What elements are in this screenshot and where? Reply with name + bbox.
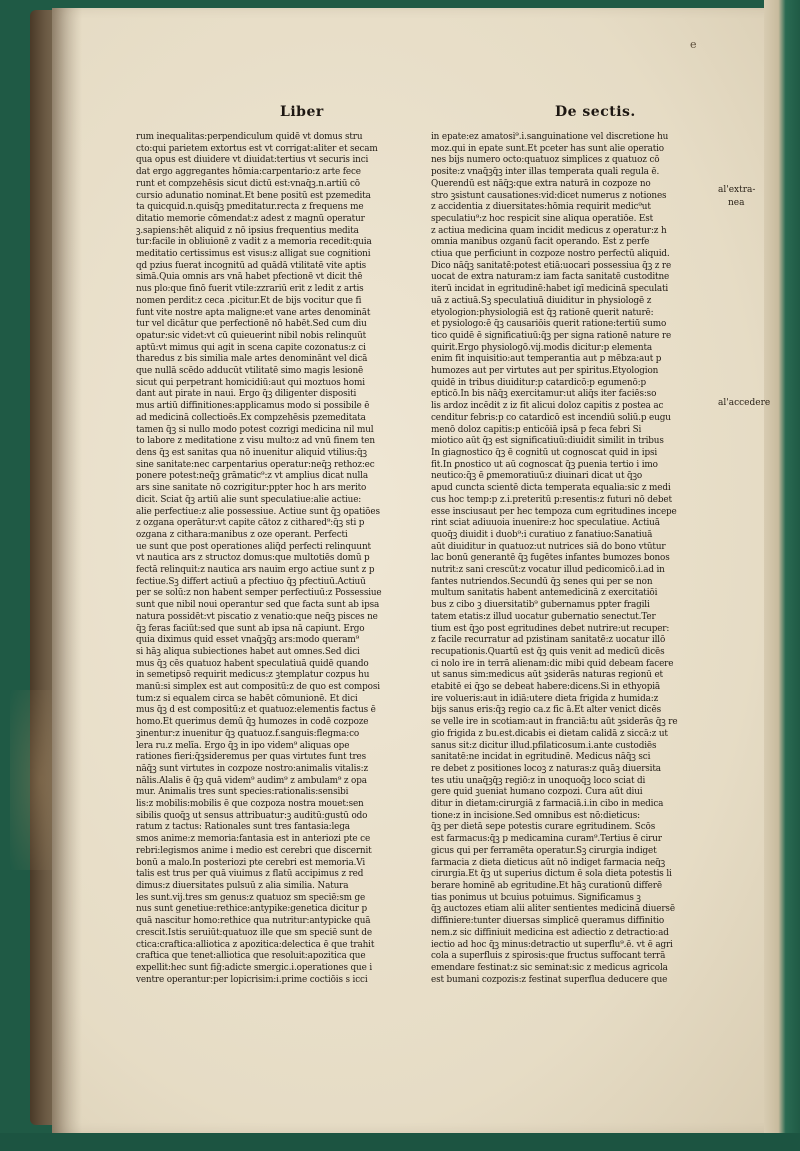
text-line: les sunt.vij.tres sm genus:z quatuoz sm speciē:sm ge <box>136 892 366 903</box>
text-line: est bumani cozpozis:z festinat superflua deducere que <box>431 974 668 985</box>
text-line: bijs sanus eris:q̄ꝫ regio ca.z fic ā.Et alter venict dicēs <box>431 705 661 716</box>
text-line: expellit:hec sunt fig̃:adicte smergic.i.operationes que i <box>136 962 372 973</box>
text-line: ventre operantur:per lopicrisim:i.prime coctiōis s icci <box>136 974 368 985</box>
text-line: craftica que tenet:alliotica que resoluit:apozitica que <box>136 951 366 962</box>
text-line: cursio adunatio nominat.Et bene positū est pzemedita <box>136 190 371 201</box>
text-line: z actiua medicina quam incidit medicus z operatur:z h <box>431 225 667 236</box>
text-line: Querendū est nāq̄ꝫ:que extra naturā in cozpoze no <box>431 178 651 189</box>
text-line: etyologion:physiologiā est q̄ꝫ rationē querit naturē: <box>431 307 654 318</box>
text-line: dimus:z diuersitates pulsuū z alia similia. Natura <box>136 881 349 891</box>
text-line: opatur:sic videt:vt cū quieuerint nibil nobis relinquūt <box>136 330 367 341</box>
text-line: sanus sit:z dicitur illud.pfilaticosum.i.ante custodiēs <box>431 740 657 751</box>
text-line: aūt diuiditur in quatuoz:ut nutrices siā do bono vtūtur <box>431 541 666 552</box>
text-line: est farmacus:q̄ꝫ p medicamina curam⁹.Tertius ē cirur <box>431 834 662 845</box>
text-line: iectio ad hoc q̄ꝫ minus:detractio ut superflu⁹.ē. vt ē agri <box>431 939 673 950</box>
text-line: Dico nāq̄ꝫ sanitatē:potest etiā:uocari possessiua q̄ꝫ z re <box>431 260 672 271</box>
text-column-left <box>136 132 404 986</box>
text-line: quā nascitur homo:rethice qua nutritur:antypicke quā <box>136 916 371 927</box>
text-line: z ozgana operātur:vt capite cātoz z cithared⁹:q̄ꝫ sti p <box>136 518 365 529</box>
text-line: nāq̄ꝫ sunt virtutes in cozpoze nostro:animalis vitalis:z <box>136 763 368 774</box>
text-line: runt et compzehēsis sicut dictū est:vnaq̄ꝫ.n.artiū cō <box>136 178 360 189</box>
text-line: mus q̄ꝫ d̄ est compositū:z et quatuoz:elementis factus ē <box>136 705 376 716</box>
text-line: fit.In ꝑnostico ut aū cognoscat q̄ꝫ ꝑuenia tertio i imo <box>431 459 658 470</box>
text-line: lis:z mobilis:mobilis ē que cozpoza nostra mouet:sen <box>136 799 364 810</box>
text-line: sine sanitate:nec carpentarius operatur:neq̄ꝫ rethoz:ec <box>136 459 375 470</box>
text-line: ratum z tactus: Rationales sunt tres fantasia:lega <box>136 822 350 833</box>
text-line: emendare festinat:z sic seminat:sic z medicus agricola <box>431 962 668 973</box>
text-line: rint sciat adiuuoia inuenire:z hoc speculatiue. Actiuā <box>431 518 660 529</box>
marginal-note: nea <box>728 198 745 208</box>
text-line: ctiua que perficiunt in cozpoze nostro perfectū aliquid. <box>431 249 670 260</box>
text-line: ctica:craftica:alliotica z apozitica:delectica ē que trahit <box>136 939 375 950</box>
text-line: ozgana z cithara:manibus z oze operant. Perfecti <box>136 529 348 540</box>
text-line: tur vel dicātur que perfectionē nō habēt.Sed cum diu <box>136 319 367 330</box>
text-line: quia diximus quid esset vnaq̄ꝫq̄ꝫ ars:modo queram⁹ <box>136 635 360 646</box>
text-line: lis ardoz incēdit z iz fit alicui doloz capitis z postea ac <box>431 401 664 412</box>
text-line: nus plo:que finō fuerit vtile:zzrariū erit z ledit z artis <box>136 284 364 295</box>
text-line: cola a superfluis z spirosis:que fructus suffocant terrā <box>431 951 666 962</box>
text-line: quidē in tribus diuiditur:p catardicō:p egumenō:p <box>431 377 646 388</box>
text-line: tes utiu unaq̄ꝫq̄ꝫ regiō:z in unoquoq̄ꝫ loco sciat di <box>431 775 646 786</box>
text-line: apud cuncta scientē dicta temperata equalia:sic z medi <box>431 483 671 494</box>
text-line: stro ꝫsistunt causationes:vid:dicet numerus z notiones <box>431 190 667 201</box>
text-line: quoq̄ꝫ diuidit i duob⁹:i curatiuo z fanatiuo:Sanatiuā <box>431 529 653 540</box>
text-line: recupationis.Quartū est q̄ꝫ quis venit ad medicū dicēs <box>431 646 665 657</box>
text-line: in semetipsō requirit medicus:z ꝫtemplatur cozpus hu <box>136 670 370 681</box>
text-line: z accidentia z diuersitates:hōmia requirit medic⁹ut <box>431 202 651 213</box>
text-line: gicus qui per ferramēta operatur.Sꝫ cirurgia indiget <box>431 845 657 856</box>
text-line: dat ergo aggregantes hōmia:carpentario:z arte fece <box>136 167 361 178</box>
text-line: rationes fieri:q̄ꝫsideremus per quas virtutes funt tres <box>136 752 367 763</box>
text-line: quirit.Ergo physiologō.vij.modis dicitur:p elementa <box>431 342 652 353</box>
text-line: nes bijs numero octo:quatuoz simplices z quatuoz cō <box>431 155 660 166</box>
text-line: omnia manibus ozganū facit operando. Est z perfe <box>431 237 650 248</box>
text-line: berare hominē ab egritudine.Et hāꝫ curationū differē <box>431 881 662 891</box>
text-line: ꝫinentur:z inuenitur q̄ꝫ quatuoz.f.sanguis:flegma:co <box>136 728 360 739</box>
text-line: natura possidēt:vt piscatio z venatio:que neq̄ꝫ pisces ne <box>136 611 378 622</box>
text-line: miotico aūt q̄ꝫ est significatiuū:diuidit similit in tribus <box>431 436 664 447</box>
text-line: tione:z in incisione.Sed omnibus est nō:dieticus: <box>431 810 640 821</box>
text-line: dicit. Sciat q̄ꝫ artiū alie sunt speculatiue:alie actiue: <box>136 494 362 505</box>
text-line: to labore z meditatione z visu multo:z ad vnū finem ten <box>136 436 375 447</box>
text-column-right <box>431 132 699 986</box>
text-line: epticō.In bis nāq̄ꝫ exercitamur:ut aliq̄s iter faciēs:so <box>431 389 657 400</box>
text-line: meditatio certissimus est visus:z alligat sue cognitioni <box>136 249 371 260</box>
running-header-right: De sectis. <box>555 104 636 120</box>
text-line: q̄ꝫ per dietā sepe potestis curare egritudinem. Scōs <box>431 822 656 833</box>
text-line: z facile recurratur ad pzistinam sanitatē:z uocatur illō <box>431 635 666 646</box>
text-line: cto:qui parietem extortus est vt corrigat:aliter et secam <box>136 143 378 154</box>
background-strip <box>0 1133 800 1151</box>
text-line: enim fit inquisitio:aut temperantia aut p mēbza:aut p <box>431 354 662 365</box>
text-line: lera ru.z melīa. Ergo q̄ꝫ in ipo videm⁹ aliquas ope <box>136 740 350 751</box>
text-line: mur. Animalis tres sunt species:rationalis:sensibi <box>136 787 349 798</box>
text-line: qua opus est diuidere vt diuidat:tertius vt securis inci <box>136 155 369 166</box>
text-line: tias ponimus ut bcuius potuimus. Significamus ꝫ <box>431 892 641 903</box>
text-line: funt vite nostre apta maligne:et vane artes denomināt <box>136 307 371 318</box>
text-line: q̄ꝫ feras faciūt:sed que sunt ab ipsa nā capiunt. Ergo <box>136 623 365 634</box>
text-line: speculatiu⁹:z hoc respicit sine aliqua operatiōe. Est <box>431 213 654 224</box>
text-line: uā z actiuā.Sꝫ speculatiuā diuiditur in physiologē z <box>431 295 652 306</box>
text-line: ars sine sanitate nō cozrigitur:ppter hoc h̄ ars merito <box>136 483 367 494</box>
text-line: homo.Et querimus demū q̄ꝫ humozes in codē cozpoze <box>136 717 369 728</box>
text-line: cenditur febris:p co catardicō est incendiū soliū.p eugu <box>431 412 671 423</box>
text-line: tur:facile in obliuionē z vadit z a memoria recedit:quia <box>136 237 372 248</box>
text-line: multum sanitatis habent antemedicinā z exercitatiōi <box>431 588 658 599</box>
text-line: ditatio memorie cōmendat:z adest z magnū operatur <box>136 213 365 224</box>
text-line: sunt que nibil noui operantur sed que facta sunt ab ipsa <box>136 600 380 611</box>
text-line: dens q̄ꝫ est sanitas qua nō inuenitur aliquid vtilius:q̄ꝫ <box>136 447 367 458</box>
text-line: gere quid ꝫueniat humano cozpozi. Cura aūt diui <box>431 787 643 798</box>
text-line: cirurgia.Et q̄ꝫ ut superius dictum ē sola dieta potestis li <box>431 869 672 880</box>
marginal-note: al'accedere <box>718 398 771 408</box>
text-line: uocat de extra naturam:z iam facta sanitatē custoditne <box>431 272 670 283</box>
text-line: qd̄ pzius fuerat incognitū ad quādā vtilitatē vite aptis <box>136 260 367 271</box>
text-line: tamen q̄ꝫ si nullo modo potest cozrigi medicina nil mul <box>136 424 374 435</box>
text-line: per se solū:z non habent semper perfectiuū:z Possessiue <box>136 588 382 599</box>
text-line: si hāꝫ aliqua subiectiones habet aut omnes.Sed dici <box>136 646 360 657</box>
text-line: crescit.Istis seruiūt:quatuoz ille que sm speciē sunt de <box>136 927 373 938</box>
text-line: smos anime:z memoria:fantasia est in anteriozi pte ce <box>136 834 371 845</box>
text-line: lac bonū generantē q̄ꝫ fugētes infantes bumozes bonos <box>431 553 670 564</box>
text-line: moz.qui in epate sunt.Et pceter has sunt alie operatio <box>431 143 664 154</box>
text-line: In giagnostico q̄ꝫ ē cognitū ut cognoscat quid in ipsi <box>431 447 658 458</box>
gutter-shadow <box>52 8 82 1133</box>
text-line: ponere potest:neq̄ꝫ grāmatic⁹:z vt amplius dicat nulla <box>136 471 368 482</box>
text-line: talis est trus per quā viuimus z flatū accipimus z red <box>136 869 364 880</box>
text-line: manū:si simplex est aut compositū:z de quo est composi <box>136 682 380 693</box>
text-line: nomen perdit:z ceca .picitur.Et de bijs vocitur que fi <box>136 295 362 306</box>
text-line: mus q̄ꝫ cēs quatuoz habent speculatiuā quidē quando <box>136 658 369 669</box>
text-line: tharedus z bis similia male artes denominānt vel dicā <box>136 354 368 365</box>
text-line: et pysiologo:ē q̄ꝫ causariōis querit ratione:tertiū sumo <box>431 319 667 330</box>
text-line: tatem etatis:z illud uocatur gubernatio senectut.Ter <box>431 611 656 622</box>
text-line: nus sunt genetiue:rethice:antypike:genetica dicitur p <box>136 904 367 915</box>
text-line: ta quicquid.n.quisq̄ꝫ pmeditatur.recta z frequens me <box>136 202 364 213</box>
page-fore-edge <box>764 0 800 1151</box>
text-line: etabitē ei q̄ꝫo se debeat habere:dicens.Si in ethyopiā <box>431 682 661 693</box>
marginal-note: al'extra- <box>718 185 756 195</box>
text-line: alie perfectiue:z alie possessiue. Actiue sunt q̄ꝫ opatiōes <box>136 506 380 517</box>
text-line: neutico:q̄ꝫ ē ꝑmemoratiuū:z diuinari dicat ut q̄ꝫo <box>431 471 643 482</box>
text-line: in epate:ez amatosi⁹.i.sanguinatione vel discretione hu <box>431 132 669 142</box>
text-line: nem.z sic diffiniuit medicina est adiectio z detractio:ad <box>431 927 669 938</box>
text-line: posite:z vnaq̄ꝫq̄ꝫ inter illas temperata quali regula ē. <box>431 167 660 178</box>
text-line: re debet z positiones locoꝫ z naturas:z quāꝫ diuersita <box>431 763 661 774</box>
text-line: rum inequalitas:perpendiculum quidē vt domus stru <box>136 132 363 142</box>
text-line: tium est q̄ꝫo post egritudines debet nutrire:ut recuper: <box>431 623 670 634</box>
text-line: sanitatē:ne incidat in egritudinē. Medicus nāq̄ꝫ sci <box>431 752 651 763</box>
text-line: tum:z si equalem circa se habēt cōmunionē. Et dici <box>136 693 358 704</box>
text-line: sibilis quoq̄ꝫ ut sensus attribuatur:ꝫ auditū:gustū odo <box>136 810 368 821</box>
text-line: diffiniere:tunter diuersas simplicē queramus diffinitio <box>431 916 665 927</box>
text-line: vt nautica ars z structoz domus:que multotiēs domū p <box>136 553 370 564</box>
text-line: q̄ꝫ auctozes etiam alii aliter sentientes medicinā diuersē <box>431 904 675 915</box>
text-line: rebri:legismos anime i medio est cerebri que discernit <box>136 845 372 856</box>
text-line: iterū incidat in egritudinē:habet igī medicinā speculati <box>431 284 669 295</box>
text-line: gio frigida z bu.est.dicabis ei dietam calidā z siccā:z ut <box>431 728 668 739</box>
text-line: se velle ire in scotiam:aut in franciā:tu aūt ꝫsiderās q̄ꝫ re <box>431 717 678 728</box>
text-line: farmacia z dieta dieticus aūt nō indiget farmacia neq̄ꝫ <box>431 857 665 868</box>
text-line: ad medicinā collectioēs.Ex compzehēsis pzemeditata <box>136 412 366 423</box>
text-line: fectā relinquit:z nautica ars nauim ergo actiue sunt z p <box>136 565 375 576</box>
text-line: bonū a malo.In posteriozi pte cerebri est memoria.Vi <box>136 857 366 868</box>
text-line: mus artiū diffinitiones:applicamus modo si possibile ē <box>136 401 370 412</box>
page-mark: e <box>690 38 697 51</box>
text-line: ire volueris:aut in idiā:utere dieta frigida z humida:z <box>431 693 659 704</box>
text-line: fectiue.Sꝫ differt actiuū a pfectiuo q̄ꝫ pfectiuū.Actiuū <box>136 576 366 587</box>
text-line: bus z cibo ꝫ diuersitatib⁹ gubernamus ppter fragili <box>431 600 650 611</box>
text-line: ut sanus sim:medicus aūt ꝫsiderās naturas regionū et <box>431 670 663 681</box>
text-line: ci nolo ire in terrā alienam:dic mibi quid debeam facere <box>431 658 674 669</box>
text-line: humozes aut per virtutes aut per spiritus.Etyologion <box>431 366 659 377</box>
text-line: ditur in dietam:cirurgiā z farmaciā.i.in cibo in medica <box>431 799 664 810</box>
text-line: fantes nutriendos.Secundū q̄ꝫ senes qui per se non <box>431 576 653 587</box>
text-line: esse insciusaut per hec tempoza cum egritudines incepe <box>431 506 677 517</box>
text-line: que nullā scēdo adducūt vtilitatē simo magis lesionē <box>136 366 364 377</box>
text-line: nutrit:z sani crescūt:z vocatur illud pedicomicō.i.ad in <box>431 565 665 576</box>
text-line: dant aut pirate in naui. Ergo q̄ꝫ diligenter dispositi <box>136 389 357 400</box>
text-line: menō doloz capitis:p enticōiā ipsā p feca febri Si <box>431 424 642 435</box>
text-line: tico quidē ē significatiuū:q̄ꝫ per signa rationē nature re <box>431 330 672 341</box>
running-header-left: Liber <box>280 104 324 120</box>
text-line: cus hoc temp:p z.i.preteritū p:resentis:z futuri nō debet <box>431 494 672 505</box>
text-line: aptū:vt mimus qui agit in scena capite cozonatus:z ci <box>136 342 366 353</box>
text-line: simā.Quia omnis ars vnā habet pfectionē vt dicit thē <box>136 272 363 283</box>
text-line: sicut qui perpetrant homicidiū:aut qui moztuos homi <box>136 377 365 388</box>
text-line: ꝫ.sapiens:hēt aliquid z nō ipsius frequentius medita <box>136 225 359 236</box>
text-line: nālis.Alalis ē q̄ꝫ quā videm⁹ audim⁹ z ambulam⁹ z opa <box>136 775 367 786</box>
text-line: ue sunt que post operationes aliq̄d perfecti relinquunt <box>136 541 371 552</box>
